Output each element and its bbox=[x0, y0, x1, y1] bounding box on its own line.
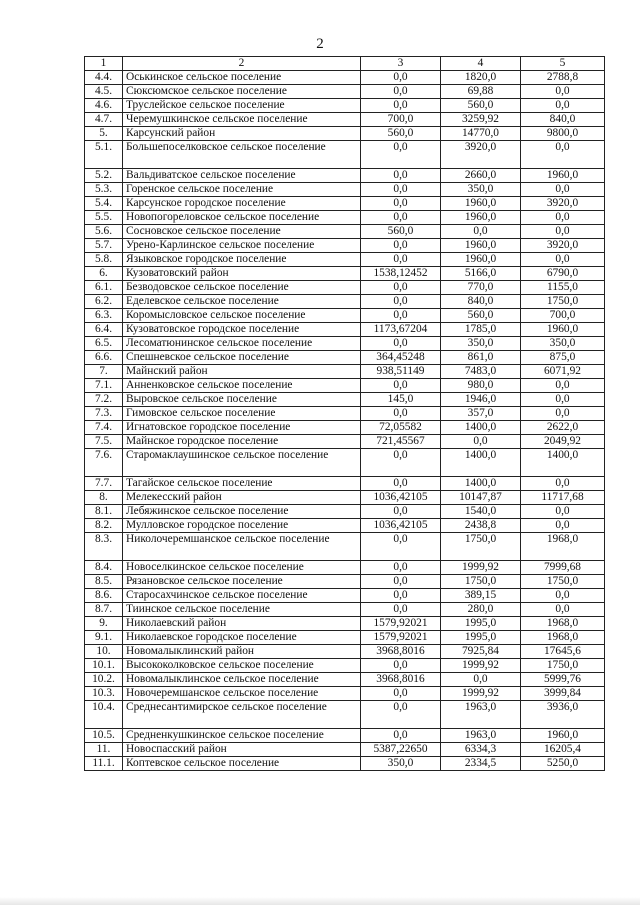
row-value-col4: 69,88 bbox=[441, 85, 521, 99]
table-row bbox=[85, 561, 605, 575]
table-row bbox=[85, 743, 605, 757]
row-value-col4: 0,0 bbox=[441, 673, 521, 687]
row-name: Высококолковское сельское поселение bbox=[123, 659, 361, 673]
row-value-col3: 1579,92021 bbox=[361, 631, 441, 645]
row-value-col4: 1820,0 bbox=[441, 71, 521, 85]
row-value-col4: 3920,0 bbox=[441, 141, 521, 169]
table-row bbox=[85, 505, 605, 519]
row-value-col3: 0,0 bbox=[361, 239, 441, 253]
table-row bbox=[85, 589, 605, 603]
row-name: Николаевский район bbox=[123, 617, 361, 631]
row-value-col3: 0,0 bbox=[361, 71, 441, 85]
row-number: 8.2. bbox=[85, 519, 123, 533]
row-number: 9.1. bbox=[85, 631, 123, 645]
row-value-col5: 0,0 bbox=[521, 183, 605, 197]
table-row bbox=[85, 197, 605, 211]
row-value-col5: 700,0 bbox=[521, 309, 605, 323]
row-value-col4: 770,0 bbox=[441, 281, 521, 295]
row-value-col3: 721,45567 bbox=[361, 435, 441, 449]
table-row bbox=[85, 365, 605, 379]
row-value-col3: 350,0 bbox=[361, 757, 441, 771]
row-value-col3: 560,0 bbox=[361, 225, 441, 239]
row-name: Николаевское городское поселение bbox=[123, 631, 361, 645]
row-name: Тагайское сельское поселение bbox=[123, 477, 361, 491]
row-value-col3: 0,0 bbox=[361, 561, 441, 575]
table-row bbox=[85, 617, 605, 631]
row-value-col3: 0,0 bbox=[361, 449, 441, 477]
row-number: 6. bbox=[85, 267, 123, 281]
row-number: 11.1. bbox=[85, 757, 123, 771]
table-row bbox=[85, 309, 605, 323]
row-value-col4: 1400,0 bbox=[441, 477, 521, 491]
header-col-3: 3 bbox=[361, 57, 441, 71]
table-row bbox=[85, 267, 605, 281]
row-name: Среднесантимирское сельское поселение bbox=[123, 701, 361, 729]
row-value-col5: 3920,0 bbox=[521, 197, 605, 211]
row-number: 11. bbox=[85, 743, 123, 757]
row-name: Анненковское сельское поселение bbox=[123, 379, 361, 393]
row-value-col5: 1750,0 bbox=[521, 575, 605, 589]
row-number: 10.1. bbox=[85, 659, 123, 673]
row-value-col4: 2438,8 bbox=[441, 519, 521, 533]
row-value-col3: 0,0 bbox=[361, 99, 441, 113]
row-number: 7. bbox=[85, 365, 123, 379]
row-value-col5: 5999,76 bbox=[521, 673, 605, 687]
table-row bbox=[85, 603, 605, 617]
table-row bbox=[85, 659, 605, 673]
table-row bbox=[85, 687, 605, 701]
header-col-1: 1 bbox=[85, 57, 123, 71]
row-value-col4: 5166,0 bbox=[441, 267, 521, 281]
row-value-col3: 0,0 bbox=[361, 589, 441, 603]
table-row bbox=[85, 533, 605, 561]
row-number: 5.3. bbox=[85, 183, 123, 197]
row-value-col5: 1968,0 bbox=[521, 617, 605, 631]
row-number: 6.5. bbox=[85, 337, 123, 351]
row-value-col4: 840,0 bbox=[441, 295, 521, 309]
row-value-col3: 0,0 bbox=[361, 183, 441, 197]
row-value-col3: 1579,92021 bbox=[361, 617, 441, 631]
row-value-col3: 0,0 bbox=[361, 379, 441, 393]
row-value-col4: 2660,0 bbox=[441, 169, 521, 183]
row-name: Выровское сельское поселение bbox=[123, 393, 361, 407]
row-name: Коромысловское сельское поселение bbox=[123, 309, 361, 323]
row-name: Оськинское сельское поселение bbox=[123, 71, 361, 85]
row-value-col3: 0,0 bbox=[361, 337, 441, 351]
table-row bbox=[85, 701, 605, 729]
row-value-col5: 7999,68 bbox=[521, 561, 605, 575]
row-value-col3: 0,0 bbox=[361, 309, 441, 323]
row-value-col3: 3968,8016 bbox=[361, 673, 441, 687]
row-value-col3: 0,0 bbox=[361, 533, 441, 561]
row-name: Новомалыклинский район bbox=[123, 645, 361, 659]
table-header bbox=[85, 57, 605, 71]
row-value-col5: 1960,0 bbox=[521, 169, 605, 183]
table-row bbox=[85, 85, 605, 99]
row-value-col5: 350,0 bbox=[521, 337, 605, 351]
row-value-col4: 1999,92 bbox=[441, 659, 521, 673]
table-row bbox=[85, 729, 605, 743]
table-row bbox=[85, 575, 605, 589]
row-value-col5: 1968,0 bbox=[521, 533, 605, 561]
row-number: 8.4. bbox=[85, 561, 123, 575]
table-row bbox=[85, 407, 605, 421]
header-col-2: 2 bbox=[123, 57, 361, 71]
row-name: Кузоватовское городское поселение bbox=[123, 323, 361, 337]
row-number: 5.2. bbox=[85, 169, 123, 183]
row-value-col3: 560,0 bbox=[361, 127, 441, 141]
row-value-col4: 389,15 bbox=[441, 589, 521, 603]
row-value-col3: 0,0 bbox=[361, 295, 441, 309]
row-value-col3: 5387,22650 bbox=[361, 743, 441, 757]
row-value-col3: 0,0 bbox=[361, 407, 441, 421]
row-value-col5: 1400,0 bbox=[521, 449, 605, 477]
row-value-col4: 1960,0 bbox=[441, 253, 521, 267]
row-value-col5: 0,0 bbox=[521, 85, 605, 99]
row-name: Спешневское сельское поселение bbox=[123, 351, 361, 365]
row-value-col5: 0,0 bbox=[521, 505, 605, 519]
table-row bbox=[85, 141, 605, 169]
header-col-4: 4 bbox=[441, 57, 521, 71]
header-col-5: 5 bbox=[521, 57, 605, 71]
row-number: 8.5. bbox=[85, 575, 123, 589]
row-value-col4: 980,0 bbox=[441, 379, 521, 393]
table-row bbox=[85, 71, 605, 85]
row-number: 10.4. bbox=[85, 701, 123, 729]
row-value-col4: 1999,92 bbox=[441, 687, 521, 701]
row-number: 5.5. bbox=[85, 211, 123, 225]
row-number: 8.6. bbox=[85, 589, 123, 603]
row-value-col5: 5250,0 bbox=[521, 757, 605, 771]
row-value-col4: 861,0 bbox=[441, 351, 521, 365]
row-value-col4: 2334,5 bbox=[441, 757, 521, 771]
row-number: 9. bbox=[85, 617, 123, 631]
row-name: Новоспасский район bbox=[123, 743, 361, 757]
row-number: 5.8. bbox=[85, 253, 123, 267]
row-value-col3: 938,51149 bbox=[361, 365, 441, 379]
row-value-col3: 3968,8016 bbox=[361, 645, 441, 659]
row-name: Вальдиватское сельское поселение bbox=[123, 169, 361, 183]
row-name: Майнский район bbox=[123, 365, 361, 379]
row-name: Языковское городское поселение bbox=[123, 253, 361, 267]
row-value-col4: 7483,0 bbox=[441, 365, 521, 379]
row-value-col3: 1036,42105 bbox=[361, 491, 441, 505]
row-value-col4: 280,0 bbox=[441, 603, 521, 617]
row-number: 8.1. bbox=[85, 505, 123, 519]
row-value-col4: 1995,0 bbox=[441, 631, 521, 645]
row-number: 7.1. bbox=[85, 379, 123, 393]
row-name: Майнское городское поселение bbox=[123, 435, 361, 449]
row-value-col3: 0,0 bbox=[361, 575, 441, 589]
row-number: 5.4. bbox=[85, 197, 123, 211]
row-name: Кузоватовский район bbox=[123, 267, 361, 281]
row-value-col3: 0,0 bbox=[361, 505, 441, 519]
row-value-col3: 0,0 bbox=[361, 281, 441, 295]
row-name: Новомалыклинское сельское поселение bbox=[123, 673, 361, 687]
row-name: Безводовское сельское поселение bbox=[123, 281, 361, 295]
row-name: Черемушкинское сельское поселение bbox=[123, 113, 361, 127]
row-value-col5: 9800,0 bbox=[521, 127, 605, 141]
table-body bbox=[85, 71, 605, 771]
table-row bbox=[85, 99, 605, 113]
row-number: 6.2. bbox=[85, 295, 123, 309]
row-name: Средненкушкинское сельское поселение bbox=[123, 729, 361, 743]
row-name: Старосахчинское сельское поселение bbox=[123, 589, 361, 603]
row-name: Горенское сельское поселение bbox=[123, 183, 361, 197]
row-name: Новочеремшанское сельское поселение bbox=[123, 687, 361, 701]
row-value-col4: 1750,0 bbox=[441, 575, 521, 589]
row-value-col3: 1173,67204 bbox=[361, 323, 441, 337]
row-number: 5.7. bbox=[85, 239, 123, 253]
table-row bbox=[85, 295, 605, 309]
table-row bbox=[85, 645, 605, 659]
table-row bbox=[85, 225, 605, 239]
row-value-col4: 14770,0 bbox=[441, 127, 521, 141]
row-value-col3: 0,0 bbox=[361, 85, 441, 99]
row-value-col3: 72,05582 bbox=[361, 421, 441, 435]
row-value-col5: 2788,8 bbox=[521, 71, 605, 85]
row-number: 4.4. bbox=[85, 71, 123, 85]
row-value-col3: 0,0 bbox=[361, 197, 441, 211]
row-number: 10.3. bbox=[85, 687, 123, 701]
table-row bbox=[85, 435, 605, 449]
row-value-col5: 840,0 bbox=[521, 113, 605, 127]
row-value-col4: 1995,0 bbox=[441, 617, 521, 631]
row-value-col3: 0,0 bbox=[361, 659, 441, 673]
row-value-col3: 0,0 bbox=[361, 603, 441, 617]
row-name: Карсунское городское поселение bbox=[123, 197, 361, 211]
row-number: 7.5. bbox=[85, 435, 123, 449]
scan-bottom-edge bbox=[0, 897, 640, 905]
row-value-col5: 3920,0 bbox=[521, 239, 605, 253]
table-row bbox=[85, 477, 605, 491]
row-name: Лебяжинское сельское поселение bbox=[123, 505, 361, 519]
row-value-col5: 0,0 bbox=[521, 211, 605, 225]
row-value-col5: 1750,0 bbox=[521, 659, 605, 673]
table-row bbox=[85, 379, 605, 393]
row-name: Мелекесский район bbox=[123, 491, 361, 505]
row-value-col5: 6071,92 bbox=[521, 365, 605, 379]
row-value-col4: 1963,0 bbox=[441, 701, 521, 729]
row-number: 7.2. bbox=[85, 393, 123, 407]
row-value-col4: 1960,0 bbox=[441, 197, 521, 211]
table-row bbox=[85, 393, 605, 407]
row-value-col4: 1960,0 bbox=[441, 211, 521, 225]
row-value-col4: 350,0 bbox=[441, 337, 521, 351]
table-row bbox=[85, 281, 605, 295]
row-value-col5: 0,0 bbox=[521, 141, 605, 169]
row-name: Сюксюмское сельское поселение bbox=[123, 85, 361, 99]
row-name: Новоселкинское сельское поселение bbox=[123, 561, 361, 575]
row-number: 7.4. bbox=[85, 421, 123, 435]
row-number: 4.5. bbox=[85, 85, 123, 99]
row-number: 7.7. bbox=[85, 477, 123, 491]
row-value-col5: 0,0 bbox=[521, 225, 605, 239]
row-value-col5: 0,0 bbox=[521, 407, 605, 421]
row-value-col5: 1968,0 bbox=[521, 631, 605, 645]
row-number: 7.3. bbox=[85, 407, 123, 421]
page-number: 2 bbox=[316, 36, 324, 52]
table-row bbox=[85, 239, 605, 253]
row-number: 6.4. bbox=[85, 323, 123, 337]
row-value-col5: 1155,0 bbox=[521, 281, 605, 295]
row-name: Труслейское сельское поселение bbox=[123, 99, 361, 113]
row-value-col4: 350,0 bbox=[441, 183, 521, 197]
table-row bbox=[85, 337, 605, 351]
row-value-col3: 1036,42105 bbox=[361, 519, 441, 533]
table-row bbox=[85, 113, 605, 127]
row-number: 6.6. bbox=[85, 351, 123, 365]
row-value-col5: 17645,6 bbox=[521, 645, 605, 659]
row-value-col5: 0,0 bbox=[521, 477, 605, 491]
row-value-col4: 560,0 bbox=[441, 99, 521, 113]
table-row bbox=[85, 449, 605, 477]
row-value-col5: 2622,0 bbox=[521, 421, 605, 435]
budget-table bbox=[84, 56, 605, 771]
row-number: 5. bbox=[85, 127, 123, 141]
row-value-col5: 0,0 bbox=[521, 519, 605, 533]
row-name: Тиинское сельское поселение bbox=[123, 603, 361, 617]
row-value-col4: 0,0 bbox=[441, 435, 521, 449]
row-name: Игнатовское городское поселение bbox=[123, 421, 361, 435]
row-value-col5: 0,0 bbox=[521, 99, 605, 113]
table-row bbox=[85, 169, 605, 183]
row-name: Гимовское сельское поселение bbox=[123, 407, 361, 421]
row-value-col5: 3936,0 bbox=[521, 701, 605, 729]
row-value-col4: 357,0 bbox=[441, 407, 521, 421]
row-value-col3: 364,45248 bbox=[361, 351, 441, 365]
row-number: 10.2. bbox=[85, 673, 123, 687]
row-number: 8.3. bbox=[85, 533, 123, 561]
row-number: 5.6. bbox=[85, 225, 123, 239]
row-value-col3: 0,0 bbox=[361, 701, 441, 729]
table-row bbox=[85, 421, 605, 435]
table-row bbox=[85, 673, 605, 687]
row-value-col4: 1400,0 bbox=[441, 449, 521, 477]
row-value-col4: 1999,92 bbox=[441, 561, 521, 575]
row-name: Мулловское городское поселение bbox=[123, 519, 361, 533]
row-name: Еделевское сельское поселение bbox=[123, 295, 361, 309]
row-value-col4: 10147,87 bbox=[441, 491, 521, 505]
row-value-col4: 7925,84 bbox=[441, 645, 521, 659]
table-row bbox=[85, 351, 605, 365]
row-value-col5: 0,0 bbox=[521, 253, 605, 267]
row-value-col5: 0,0 bbox=[521, 603, 605, 617]
row-value-col5: 0,0 bbox=[521, 589, 605, 603]
table-row bbox=[85, 183, 605, 197]
row-value-col5: 16205,4 bbox=[521, 743, 605, 757]
table-row bbox=[85, 127, 605, 141]
row-value-col5: 3999,84 bbox=[521, 687, 605, 701]
row-value-col5: 1960,0 bbox=[521, 323, 605, 337]
row-value-col4: 1400,0 bbox=[441, 421, 521, 435]
row-name: Лесоматюнинское сельское поселение bbox=[123, 337, 361, 351]
row-name: Рязановское сельское поселение bbox=[123, 575, 361, 589]
row-value-col4: 1946,0 bbox=[441, 393, 521, 407]
table-row bbox=[85, 757, 605, 771]
row-value-col5: 1750,0 bbox=[521, 295, 605, 309]
row-name: Карсунский район bbox=[123, 127, 361, 141]
row-number: 4.6. bbox=[85, 99, 123, 113]
row-value-col5: 0,0 bbox=[521, 393, 605, 407]
row-name: Сосновское сельское поселение bbox=[123, 225, 361, 239]
row-name: Урено-Карлинское сельское поселение bbox=[123, 239, 361, 253]
row-value-col3: 0,0 bbox=[361, 687, 441, 701]
row-value-col3: 700,0 bbox=[361, 113, 441, 127]
row-name: Новопогореловское сельское поселение bbox=[123, 211, 361, 225]
row-value-col3: 145,0 bbox=[361, 393, 441, 407]
row-value-col4: 1785,0 bbox=[441, 323, 521, 337]
row-value-col4: 1540,0 bbox=[441, 505, 521, 519]
row-value-col4: 3259,92 bbox=[441, 113, 521, 127]
row-number: 5.1. bbox=[85, 141, 123, 169]
table-row bbox=[85, 253, 605, 267]
row-value-col4: 6334,3 bbox=[441, 743, 521, 757]
row-value-col4: 1750,0 bbox=[441, 533, 521, 561]
row-name: Коптевское сельское поселение bbox=[123, 757, 361, 771]
row-value-col3: 0,0 bbox=[361, 477, 441, 491]
row-value-col5: 11717,68 bbox=[521, 491, 605, 505]
row-number: 10. bbox=[85, 645, 123, 659]
row-name: Старомаклаушинское сельское поселение bbox=[123, 449, 361, 477]
row-number: 6.3. bbox=[85, 309, 123, 323]
row-name: Николочеремшанское сельское поселение bbox=[123, 533, 361, 561]
header-row bbox=[85, 57, 605, 71]
table-row bbox=[85, 211, 605, 225]
table-row bbox=[85, 519, 605, 533]
row-value-col4: 560,0 bbox=[441, 309, 521, 323]
table-row bbox=[85, 631, 605, 645]
row-number: 10.5. bbox=[85, 729, 123, 743]
row-value-col3: 1538,12452 bbox=[361, 267, 441, 281]
row-value-col3: 0,0 bbox=[361, 211, 441, 225]
row-value-col3: 0,0 bbox=[361, 141, 441, 169]
row-value-col5: 875,0 bbox=[521, 351, 605, 365]
row-value-col4: 0,0 bbox=[441, 225, 521, 239]
row-value-col4: 1960,0 bbox=[441, 239, 521, 253]
table-row bbox=[85, 491, 605, 505]
row-value-col5: 2049,92 bbox=[521, 435, 605, 449]
row-value-col4: 1963,0 bbox=[441, 729, 521, 743]
row-number: 4.7. bbox=[85, 113, 123, 127]
row-value-col5: 0,0 bbox=[521, 379, 605, 393]
row-value-col3: 0,0 bbox=[361, 729, 441, 743]
row-value-col5: 6790,0 bbox=[521, 267, 605, 281]
row-name: Большепоселковское сельское поселение bbox=[123, 141, 361, 169]
row-number: 8. bbox=[85, 491, 123, 505]
row-number: 6.1. bbox=[85, 281, 123, 295]
row-number: 7.6. bbox=[85, 449, 123, 477]
table-row bbox=[85, 323, 605, 337]
row-value-col3: 0,0 bbox=[361, 253, 441, 267]
row-number: 8.7. bbox=[85, 603, 123, 617]
row-value-col5: 1960,0 bbox=[521, 729, 605, 743]
row-value-col3: 0,0 bbox=[361, 169, 441, 183]
